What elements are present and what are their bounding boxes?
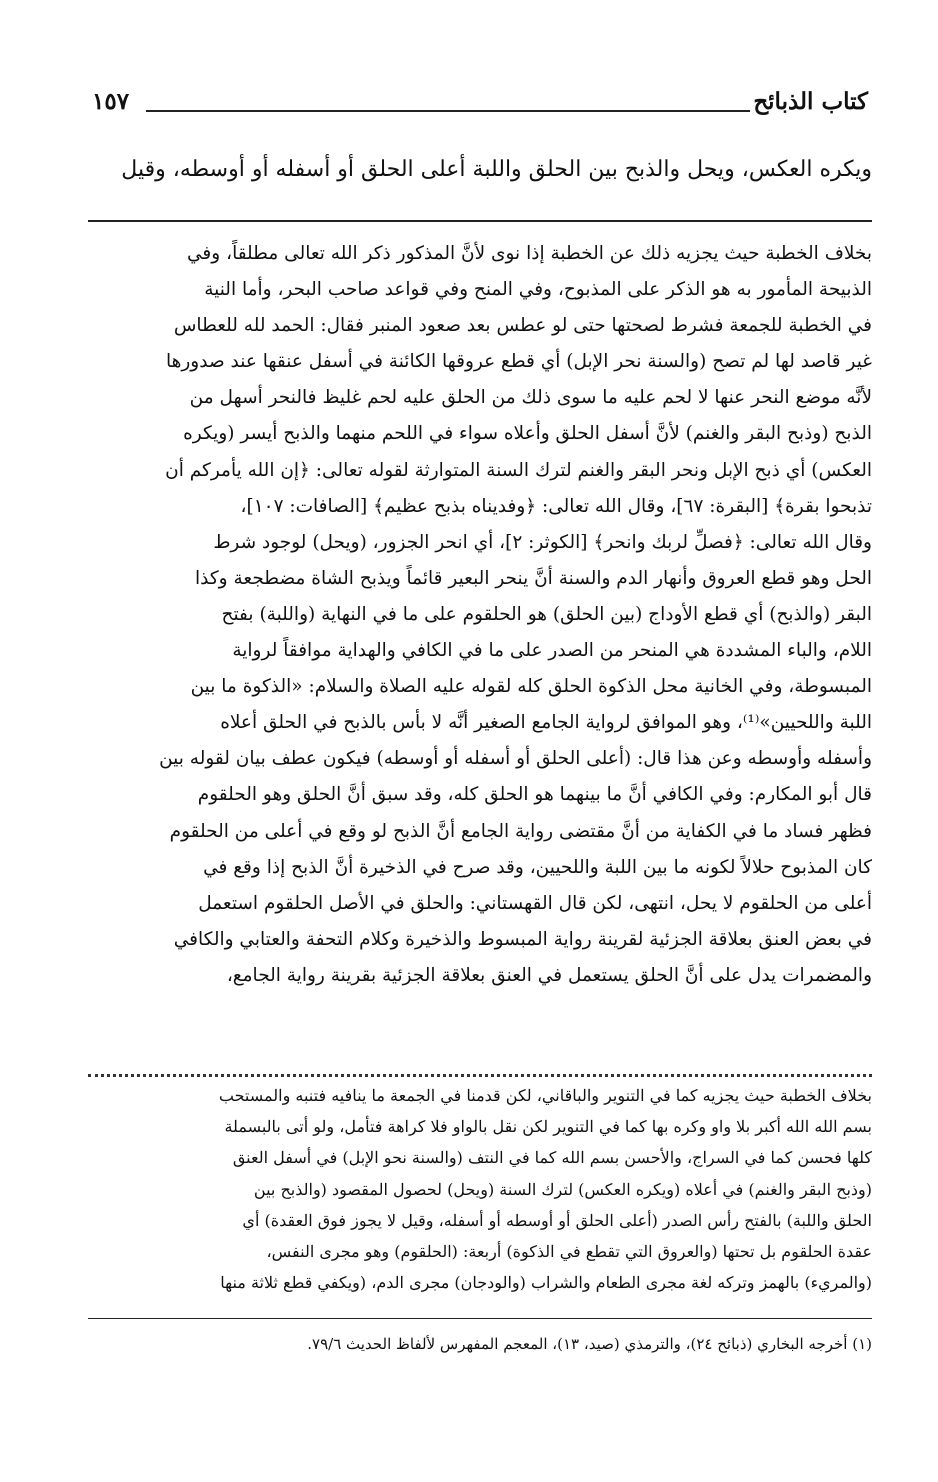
marginal-line: (وذبح البقر والغنم) في أعلاه (ويكره العكس) لترك السنة (ويحل) لحصول المقصود (والذبح بين <box>253 1179 872 1199</box>
commentary-line: وقال الله تعالى: ﴿فصلِّ لربك وانحر﴾ [الكوثر: ٢]، أي انحر الجزور، (ويحل) لوجود شرط <box>213 531 872 553</box>
page-number: ١٥٧ <box>92 88 130 115</box>
marginal-line: (والمريء) بالهمز وتركه لغة مجرى الطعام والشراب (والودجان) مجرى الدم، (ويكفي قطع ثلاثة منها <box>220 1273 872 1293</box>
marginal-line: بسم الله الله أكبر بلا واو وكره بها كما في التنوير لكن نقل بالواو فلا كراهة فتأمل، ولو أتى بالبسملة <box>224 1117 872 1137</box>
main-text: ويكره العكس، ويحل والذبح بين الحلق واللبة أعلى الحلق أو أسفله أو أوسطه، وقيل <box>121 157 872 182</box>
marginal-line: كلها فحسن كما في السراج، والأحسن بسم الله كما في النتف (والسنة نحو الإبل) في أسفل العنق <box>232 1148 872 1168</box>
commentary-line: الذبح (وذبح البقر والغنم) لأنَّ أسفل الحلق وأعلاه سواء في اللحم منهما والذبح أيسر (ويكره <box>183 423 872 445</box>
commentary-line: والمضمرات يدل على أنَّ الحلق يستعمل في العنق بعلاقة الجزئية بقرينة رواية الجامع، <box>226 964 872 986</box>
commentary-line: قال أبو المكارم: وفي الكافي أنَّ ما بينهما هو الحلق كله، وقد سبق أنَّ الحلق وهو الحلقوم <box>197 784 872 806</box>
commentary-line: بخلاف الخطبة حيث يجزيه ذلك عن الخطبة إذا نوى لأنَّ المذكور ذكر الله تعالى مطلقاً، وفي <box>187 243 872 264</box>
commentary-line: فظهر فساد ما في الكفاية من أنَّ مقتضى رواية الجامع أنَّ الذبح لو وقع في أعلى من الحلقوم <box>169 820 872 842</box>
commentary-line: أعلى من الحلقوم لا يحل، انتهى، لكن قال القهستاني: والحلق في الأصل الحلقوم استعمل <box>198 892 872 914</box>
marginal-line: الحلق واللبة) بالفتح رأس الصدر (أعلى الحلق أو أوسطه أو أسفله، وقيل لا يجوز فوق العقدة) أي <box>242 1210 872 1230</box>
footnote: (١) أخرجه البخاري (ذبائح ٢٤)، والترمذي (صيد، ١٣)، المعجم المفهرس لألفاظ الحديث ٧٩/٦. <box>307 1335 872 1353</box>
commentary-line: الحل وهو قطع العروق وأنهار الدم والسنة أنَّ ينحر البعير قائماً ويذبح الشاة مضطجعة وكذا <box>195 567 872 589</box>
commentary-line: اللبة واللحيين»⁽¹⁾، وهو الموافق لرواية الجامع الصغير أنَّه لا بأس بالذبح في الحلق أعلاه <box>220 712 872 734</box>
footnote-divider <box>88 1318 872 1319</box>
commentary-line: وأسفله وأوسطه وعن هذا قال: (أعلى الحلق أو أسفله أو أوسطه) فيكون عطف بيان لقوله بين <box>159 748 872 770</box>
commentary-line: اللام، والباء المشددة هي المنحر من الصدر على ما في الكافي والهداية موافقاً لرواية <box>232 640 872 662</box>
commentary-line: العكس) أي ذبح الإبل ونحر البقر والغنم لترك السنة المتوارثة لقوله تعالى: ﴿إن الله يأمركم أن <box>165 459 872 481</box>
commentary-line: البقر (والذبح) أي قطع الأوداج (بين الحلق) هو الحلقوم على ما في النهاية (واللبة) بفتح <box>221 603 872 625</box>
commentary-line: لأنَّه موضع النحر عنها لا لحم عليه ما سوى ذلك من الحلق عليه لحم غليظ فالنحر أسهل من <box>189 387 872 409</box>
main-text-divider <box>88 220 872 222</box>
commentary-line: المبسوطة، وفي الخانية محل الذكوة الحلق كله لقوله عليه الصلاة والسلام: «الذكوة ما بين <box>190 676 872 698</box>
marginal-commentary-block <box>88 1080 872 1298</box>
commentary-line: تذبحوا بقرة﴾ [البقرة: ٦٧]، وقال الله تعالى: ﴿وفديناه بذبح عظيم﴾ [الصافات: ١٠٧]، <box>240 495 872 517</box>
running-header <box>92 88 868 128</box>
marginal-line: بخلاف الخطبة حيث يجزيه كما في التنوير والباقاني، لكن قدمنا في الجمعة ما ينافيه فتنبه والمستحب <box>218 1086 872 1105</box>
commentary-line: في الخطبة للجمعة فشرط لصحتها حتى لو عطس بعد صعود المنبر فقال: الحمد لله للعطاس <box>173 315 872 337</box>
commentary-block <box>88 236 872 994</box>
dotted-divider <box>88 1074 872 1077</box>
commentary-line: كان المذبوح حلالاً لكونه ما بين اللبة واللحيين، وقد صرح في الذخيرة أنَّ الذبح إذا وقع في <box>203 856 872 878</box>
commentary-line: في بعض العنق بعلاقة الجزئية لقرينة رواية المبسوط والذخيرة وكلام التحفة والعتابي والكافي <box>173 928 872 950</box>
commentary-line: غير قاصد لها لم تصح (والسنة نحر الإبل) أي قطع عروقها الكائنة في أسفل عنقها عند صدورها <box>165 351 872 373</box>
chapter-title: كتاب الذبائح <box>753 88 868 115</box>
marginal-line: عقدة الحلقوم بل تحتها (والعروق التي تقطع في الذكوة) أربعة: (الحلقوم) وهو مجرى النفس، <box>266 1241 872 1261</box>
header-rule <box>146 110 750 112</box>
commentary-line: الذبيحة المأمور به هو الذكر على المذبوح، وفي المنح وفي قواعد صاحب البحر، وأما النية <box>204 279 872 301</box>
